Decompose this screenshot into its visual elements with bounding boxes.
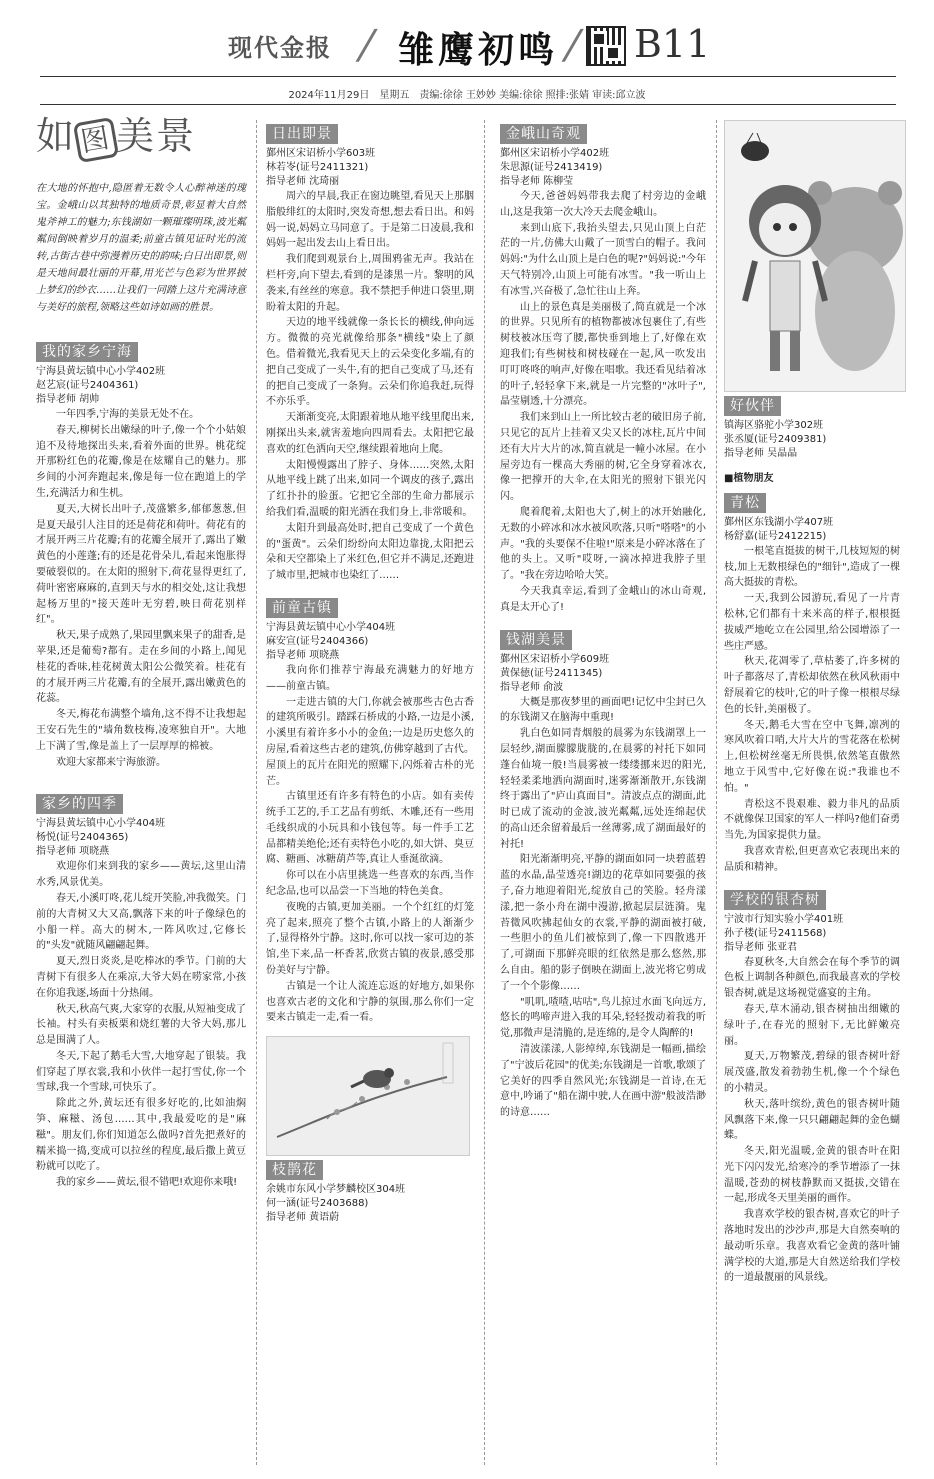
paragraph: 冬天,阳光温暖,金黄的银杏叶在阳光下闪闪发光,给寒冷的季节增添了一抹温暖,苍劲的树枝静默而又挺拔,交错在一起,形成冬天里美丽的画作。 xyxy=(724,1146,900,1205)
article-hometown-ninghai xyxy=(36,338,246,770)
paragraph: 我们爬到观景台上,周围鸦雀无声。我站在栏杆旁,向下望去,看到的是漆黑一片。黎明的风袭来,有丝丝的寒意。我不禁把手伸进口袋里,期盼着太阳的升起。 xyxy=(266,254,474,313)
paragraph: 你可以在小店里挑选一些喜欢的东西,当作纪念品,也可以品尝一下当地的特色美食。 xyxy=(266,870,474,898)
paragraph: 夏天,烈日炎炎,是吃棒冰的季节。门前的大青树下有很多人在乘凉,大爷大妈在唠家常,小孩在你追我逐,场面十分热闹。 xyxy=(36,956,246,999)
paragraph: 我向你们推荐宁海最充满魅力的好地方——前童古镇。 xyxy=(266,664,474,692)
author: 张丞厦(证号2409381) xyxy=(724,434,827,445)
column-2 xyxy=(266,120,474,1235)
masthead xyxy=(0,0,934,100)
article-tag: 家乡的四季 xyxy=(36,794,123,814)
paragraph: 天边的地平线就像一条长长的横线,伸向远方。微微的亮光就像给那条"横线"染上了颜色。借着微光,我看见天上的云朵变化多端,有的把自己变成了一头牛,有的把自己变成了马,还有的把自己变成了一条狗。云朵们你追我赶,玩得不亦乐乎。 xyxy=(266,317,474,408)
school: 宁海县黄坛镇中心小学402班 xyxy=(36,366,166,377)
paragraph: "叽叽,喳喳,咕咕",鸟儿掠过水面飞向远方,悠长的鸣啼声进入我的耳朵,轻轻拨动着我的听觉,那微声是清脆的,是连绵的,是令人陶醉的! xyxy=(500,996,706,1040)
article-painting-credit xyxy=(266,1156,474,1225)
paragraph: 欢迎你们来到我的家乡——黄坛,这里山清水秀,风景优美。 xyxy=(36,861,246,889)
paragraph: 青松这不畏艰难、毅力非凡的品质不就像保卫国家的军人一样吗?他们奋勇当先,为国家提供力量。 xyxy=(724,798,900,842)
school: 鄞州区宋诏桥小学609班 xyxy=(500,653,610,665)
school: 余姚市东风小学梦麟校区304班 xyxy=(266,1184,406,1196)
article-tag: 好伙伴 xyxy=(724,396,781,416)
dateline: 2024年11月29日 星期五 责编:徐徐 王妙妙 美编:徐徐 照排:张婧 审读:邱立波 xyxy=(288,90,646,101)
author: 麻安宣(证号2404366) xyxy=(266,635,369,647)
bird-painting-image xyxy=(266,1036,470,1156)
article-tag: 前童古镇 xyxy=(266,598,338,618)
article-tag: 钱湖美景 xyxy=(500,630,572,650)
heading-box-char: 图 xyxy=(73,117,119,163)
article-good-buddy-credit xyxy=(724,392,900,461)
paragraph: 夏天,大树长出叶子,茂盛繁多,郁郁葱葱,但是夏天最引人注目的还是荷花和荷叶。荷花有的才展开两三片花瓣;有的花瓣全展开了,露出了嫩黄色的小莲蓬;有的还是花骨朵儿,看起来饱胀得要破裂似的。在太阳的照射下,荷花显得更红了,荷叶密密麻麻的,直到天与水的相交处,这让我想起杨万里的"接天莲叶无穷碧,映日荷花别样红"。 xyxy=(36,503,246,626)
paragraph: 一年四季,宁海的美景无处不在。 xyxy=(56,409,200,420)
paragraph: 来到山底下,我抬头望去,只见山顶上白茫茫的一片,仿佛大山戴了一顶雪白的帽子。我问妈妈:"为什么山顶上是白色的呢?"妈妈说:"今年天气特别冷,山顶上可能有冰雪。"我一听山上有冰雪,兴奋极了,急忙往山上奔。 xyxy=(500,222,706,297)
paragraph: 春夏秋冬,大自然会在每个季节的调色板上调制各种颜色,而我最喜欢的学校银杏树,就是这场视觉盛宴的主角。 xyxy=(724,956,900,1000)
article-jin-e-mountain xyxy=(500,120,706,616)
paragraph: 古镇里还有许多有特色的小店。如有卖传统手工艺的,手工艺品有剪纸、木雕,还有一些用毛线织成的小玩具和小钱包等。每一件手工艺品都精美绝伦;还有卖特色小吃的,如大饼、臭豆腐、糖画、冰糖葫芦等,真让人垂涎欲滴。 xyxy=(266,791,474,866)
paragraph: 今天我真幸运,看到了金峨山的冰山奇观,真是太开心了! xyxy=(500,585,706,613)
column-divider xyxy=(484,120,485,1465)
teacher: 指导老师 俞波 xyxy=(500,681,564,693)
page-number: B11 xyxy=(634,22,711,66)
author: 孙子楼(证号2411568) xyxy=(724,927,827,939)
paragraph: 秋天,秋高气爽,大家穿的衣服,从短袖变成了长袖。村头有卖板栗和烧红薯的大爷大妈,那儿总是围满了人。 xyxy=(36,1003,246,1047)
article-tag: 金峨山奇观 xyxy=(500,124,587,144)
article-tag: 学校的银杏树 xyxy=(724,890,826,910)
paragraph: 清波漾漾,人影绰绰,东钱湖是一幅画,描绘了"宁波后花园"的优美;东钱湖是一首歌,歌颂了它美好的四季自然风光;东钱湖是一首诗,在无意中,吟诵了"船在湖中驶,人在画中游"般波浩渺的诗意…… xyxy=(500,1044,706,1119)
paragraph: 阳光渐渐明亮,平静的湖面如同一块碧蓝碧蓝的水晶,晶莹透亮!湖边的花草如同要强的孩子,奋力地迎着阳光,绽放自己的笑脸。轻舟漾漾,把一条小舟在湖中漫游,掀起层层涟漪。鬼苔微风吹拂起仙女的衣裳,平静的湖面被打破,一些胆小的鱼儿们被惊到了,像一下四散逃开了,可湖面下那鲜亮眼的红依然是那么悠然,那么自由。船的影子倒映在湖面上,波光将它剪成了一个个影像…… xyxy=(500,854,706,992)
plant-friends-heading: ■植物朋友 xyxy=(724,473,774,484)
teacher: 指导老师 吴晶晶 xyxy=(724,448,798,459)
paragraph: 太阳慢慢露出了脖子、身体……突然,太阳从地平线上跳了出来,如同一个调皮的孩子,露出了红扑扑的脸蛋。它把它全部的生命力都展示给我们看,温暖的阳光洒在我们身上,非常暖和。 xyxy=(266,459,474,518)
teacher: 指导老师 黄语蔚 xyxy=(266,1212,340,1224)
heading-char: 如 xyxy=(36,114,77,158)
paragraph: 乳白色如同青烟般的晨雾为东钱湖罩上一层轻纱,湖面朦朦胧胧的,在晨雾的衬托下如同蓬台仙境一般!当晨雾被一缕缕挪来迟的阳光,轻轻柔柔地洒向湖面时,迷雾渐渐散开,东钱湖终于露出了"庐山真面目"。清波点点的湖面,此时已成了流动的金波,波光粼粼,远处连绵起伏的高山还余留着最后一丝薄雾,成了湖面最好的衬托! xyxy=(500,728,706,850)
page-section-title: 雏鹰初鸣 xyxy=(398,29,559,71)
paragraph: 太阳升到最高处时,把自己变成了一个黄色的"蛋黄"。云朵们纷纷向太阳边靠拢,太阳把云朵和天空都染上了米红色,但它并不满足,还跑进了城市里,把城市也染红了…… xyxy=(266,522,474,582)
paragraph: 天渐渐变亮,太阳跟着地从地平线里爬出来,刚探出头来,就害羞地向四周看去。太阳把它最喜欢的红色洒向天空,继续跟着地向上爬。 xyxy=(266,412,474,455)
school: 鄞州区宋诏桥小学603班 xyxy=(266,148,376,159)
paragraph: 一天,我到公园游玩,看见了一片青松林,它们都有十来米高的样子,根根挺拔威严地屹立在公园里,给公园增添了一些庄严感。 xyxy=(724,593,900,652)
paragraph: 秋天,果子成熟了,果园里飘来果子的甜香,是苹果,还是葡萄?都有。走在乡间的小路上,闻见桂花的香味,桂花树黄太阳公公微笑着。桂花有的才展开两三片花瓣,有的全展开,露出嫩黄色的花蕊。 xyxy=(36,630,246,705)
school: 宁海县黄坛镇中心小学404班 xyxy=(266,621,396,633)
newspaper-brand: 现代金报 xyxy=(228,33,332,62)
paragraph: 今天,爸爸妈妈带我去爬了村旁边的金峨山,这是我第一次大冷天去爬金峨山。 xyxy=(500,191,706,218)
school: 鄞州区宋诏桥小学402班 xyxy=(500,148,610,159)
dateline-rule xyxy=(40,104,896,105)
article-tag: 枝鹊花 xyxy=(266,1160,323,1180)
paragraph: 冬天,下起了鹅毛大雪,大地穿起了银装。我们穿起了厚衣裳,我和小伙伴一起打雪仗,你一个雪球,我一个雪球,可快乐了。 xyxy=(36,1050,246,1094)
column-heading xyxy=(36,114,246,170)
school: 镇海区骆驼小学302班 xyxy=(724,420,824,431)
teacher: 指导老师 项晓燕 xyxy=(266,649,340,661)
divider-slash: / xyxy=(559,22,586,68)
qr-code-icon xyxy=(586,26,626,66)
teacher: 指导老师 张亚君 xyxy=(724,941,798,953)
article-qianhu-lake xyxy=(500,626,706,1122)
column-divider xyxy=(256,120,257,1465)
paragraph: 我喜欢学校的银杏树,喜欢它的叶子落地时发出的沙沙声,那是大自然奏响的最动听乐章。我喜欢看它金黄的落叶铺满学校的大道,那是大自然送给我们学校的一道最靓丽的风景线。 xyxy=(724,1209,900,1284)
paragraph: 周六的早晨,我正在窗边眺望,看见天上那胭脂般绯红的太阳时,突发奇想,想去看日出。和妈妈一说,妈妈立马同意了。于是第二日凌晨,我和妈妈一起出发去山上看日出。 xyxy=(266,191,474,250)
teacher: 指导老师 沈琦丽 xyxy=(266,176,340,187)
paragraph: 冬天,鹅毛大雪在空中飞舞,凛冽的寒风吹着口哨,大片大片的雪花落在松树上,但松树丝毫无所畏惧,依然笔直傲然地立于风雪中,它好像在说:"我谁也不怕。" xyxy=(724,719,900,794)
article-four-seasons xyxy=(36,790,246,1191)
paragraph: 一走进古镇的大门,你就会被那些古色古香的建筑所吸引。踏踩石桥成的小路,一边是小溪,小溪里有着许多小小的金鱼;一边是历史悠久的房屋,看着这些古老的建筑,仿佛穿越到了古代。屋顶上的瓦片在阳光的照耀下,闪烁着古朴的光芒。 xyxy=(266,696,474,787)
teacher: 指导老师 陈柳莹 xyxy=(500,176,574,187)
column-4 xyxy=(724,120,900,1296)
author: 林若岺(证号2411321) xyxy=(266,162,369,173)
teacher: 指导老师 项晓燕 xyxy=(36,846,110,858)
school: 宁波市行知实验小学401班 xyxy=(724,913,844,925)
intro-text: 在大地的怀抱中,隐匿着无数令人心醉神迷的瑰宝。金峨山以其独特的地质奇景,彰显着大自然鬼斧神工的魅力;东钱湖如一颗璀璨明珠,波光粼粼间倒映着岁月的温柔;前童古镇见证时光的流转,古街古巷中弥漫着历史的韵味;白日出即景,则是天地间最壮丽的开幕,用光芒与色彩为世界披上梦幻的纱衣……让我们一同踏上这片充满诗意与美好的旅程,领略这些如诗如画的胜景。 xyxy=(36,183,246,313)
paragraph: 除此之外,黄坛还有很多好吃的,比如油焖笋、麻糍、汤包……其中,我最爱吃的是"麻糍"。朋友们,你们知道怎么做吗?首先把煮好的糯米捣一捣,变成可以拉丝的程度,最后撒上黄豆粉就可以吃了。 xyxy=(36,1098,246,1173)
paragraph: 夜晚的古镇,更加美丽。一个个红红的灯笼亮了起来,照亮了整个古镇,小路上的人渐渐少了,显得格外宁静。这时,你可以找一家可边的茶馆,坐下来,品一杯香茗,欣赏古镇的夜景,感受那份美好与宁静。 xyxy=(266,901,474,977)
teacher: 指导老师 胡帅 xyxy=(36,394,100,405)
paragraph: 夏天,万物繁茂,碧绿的银杏树叶舒展茂盛,散发着勃勃生机,像一个个绿色的小精灵。 xyxy=(724,1051,900,1094)
school: 宁海县黄坛镇中心小学404班 xyxy=(36,818,166,830)
author: 赵艺宸(证号2404361) xyxy=(36,380,139,391)
child-and-bear-drawing xyxy=(724,120,906,392)
paragraph: 春天,草木涌动,银杏树抽出细嫩的绿叶子,在春光的照射下,无比鲜嫩亮丽。 xyxy=(724,1003,900,1047)
heading-char: 美景 xyxy=(116,114,197,158)
school: 鄞州区东钱湖小学407班 xyxy=(724,516,834,528)
paragraph: 山上的景色真是美丽极了,简直就是一个冰的世界。只见所有的植物都被冰包裹住了,有些树枝被冰压弯了腰,都快垂到地上了,好像在欢迎我们;有些树枝和树枝碰在一起,风一吹发出叮叮咚咚的响声,好像在唱歌。我还看见结着冰的叶子,轻轻拿下来,就是一片完整的"冰叶子",晶莹剔透,十分漂亮。 xyxy=(500,301,706,408)
author: 朱思源(证号2413419) xyxy=(500,162,603,173)
paragraph: 我喜欢青松,但更喜欢它表现出来的品质和精神。 xyxy=(724,845,900,873)
article-ginkgo xyxy=(724,886,900,1287)
column-1 xyxy=(36,114,246,1201)
article-tag: 青松 xyxy=(724,493,766,513)
divider-slash: / xyxy=(353,22,380,68)
paragraph: 我们来到山上一所比较古老的破旧房子前,只见它的瓦片上挂着又尖又长的冰柱,瓦片中间还有大片大片的冰,简直就是一幢小冰屋。在小屋旁边有一棵高大秀丽的树,它全身穿着冰衣,像一把撑开的大伞,在太阳光的照射下银光闪闪。 xyxy=(500,412,706,503)
paragraph: 爬着爬着,太阳也大了,树上的冰开始融化,无数的小碎冰和冰水被风吹落,只听"嗒嗒"的小声。"我的头要保不住啦!"原来是小碎冰落在了他的头上。又听"哎呀,一滴冰掉进我脖子里了。"我在旁边哈哈大笑。 xyxy=(500,506,706,582)
paragraph: 春天,柳树长出嫩绿的叶子,像一个个小姑娘追不及待地探出头来,看着外面的世界。桃花绽开那粉红色的花瓣,像是在炫耀自己的魅力。那乡间的小河奔跑起来,像是每一位在跑道上的学生,充满活力和生机。 xyxy=(36,424,246,499)
column-3 xyxy=(500,120,706,1131)
paragraph: 古镇是一个让人流连忘返的好地方,如果你也喜欢古老的文化和宁静的氛围,那么你们一定要来古镇走一走,看一看。 xyxy=(266,980,474,1024)
paragraph: 一根笔直挺拔的树干,几枝短短的树枝,加上无数根绿色的"细针",造成了一棵高大挺拔的青松。 xyxy=(724,545,900,589)
paragraph: 大概是那夜梦里的画面吧!记忆中尘封已久的东钱湖又在脑海中重现! xyxy=(500,696,706,724)
article-pine xyxy=(724,489,900,876)
article-sunrise xyxy=(266,120,474,584)
author: 杨悦(证号2404365) xyxy=(36,832,129,844)
paragraph: 我的家乡——黄坛,很不错吧!欢迎你来哦! xyxy=(56,1177,238,1189)
author: 黄保徳(证号2411345) xyxy=(500,667,603,679)
author: 何一涵(证号2403688) xyxy=(266,1198,369,1210)
header-rule xyxy=(40,76,896,77)
article-tag: 我的家乡宁海 xyxy=(36,342,138,362)
paragraph: 冬天,梅花布满整个墙角,这不得不让我想起王安石先生的"墙角数枝梅,凌寒独自开"。大地上下满了雪,像是盖上了一层厚厚的棉被。 xyxy=(36,709,246,752)
paragraph: 春天,小溪叮咚,花儿绽开笑脸,冲我微笑。门前的大青树又大又高,飘落下来的叶子像绿色的小船一样。高大的树木,一阵风吹过,它修长的"头发"就随风翩翩起舞。 xyxy=(36,892,246,952)
author: 杨舒嘉(证号2412215) xyxy=(724,530,827,542)
article-tag: 日出即景 xyxy=(266,124,338,144)
paragraph: 秋天,落叶缤纷,黄色的银杏树叶随风飘落下来,像一只只翩翩起舞的金色蝴蝶。 xyxy=(724,1098,900,1142)
paragraph: 秋天,花凋零了,草枯萎了,许多树的叶子都落尽了,青松却依然在秋风秋雨中舒展着它的枝叶,它的叶子像一根根尽绿色的长针,美丽极了。 xyxy=(724,656,900,715)
paragraph: 欢迎大家都来宁海旅游。 xyxy=(56,756,166,768)
column-divider xyxy=(716,120,717,1465)
article-qiantong-town xyxy=(266,594,474,1026)
